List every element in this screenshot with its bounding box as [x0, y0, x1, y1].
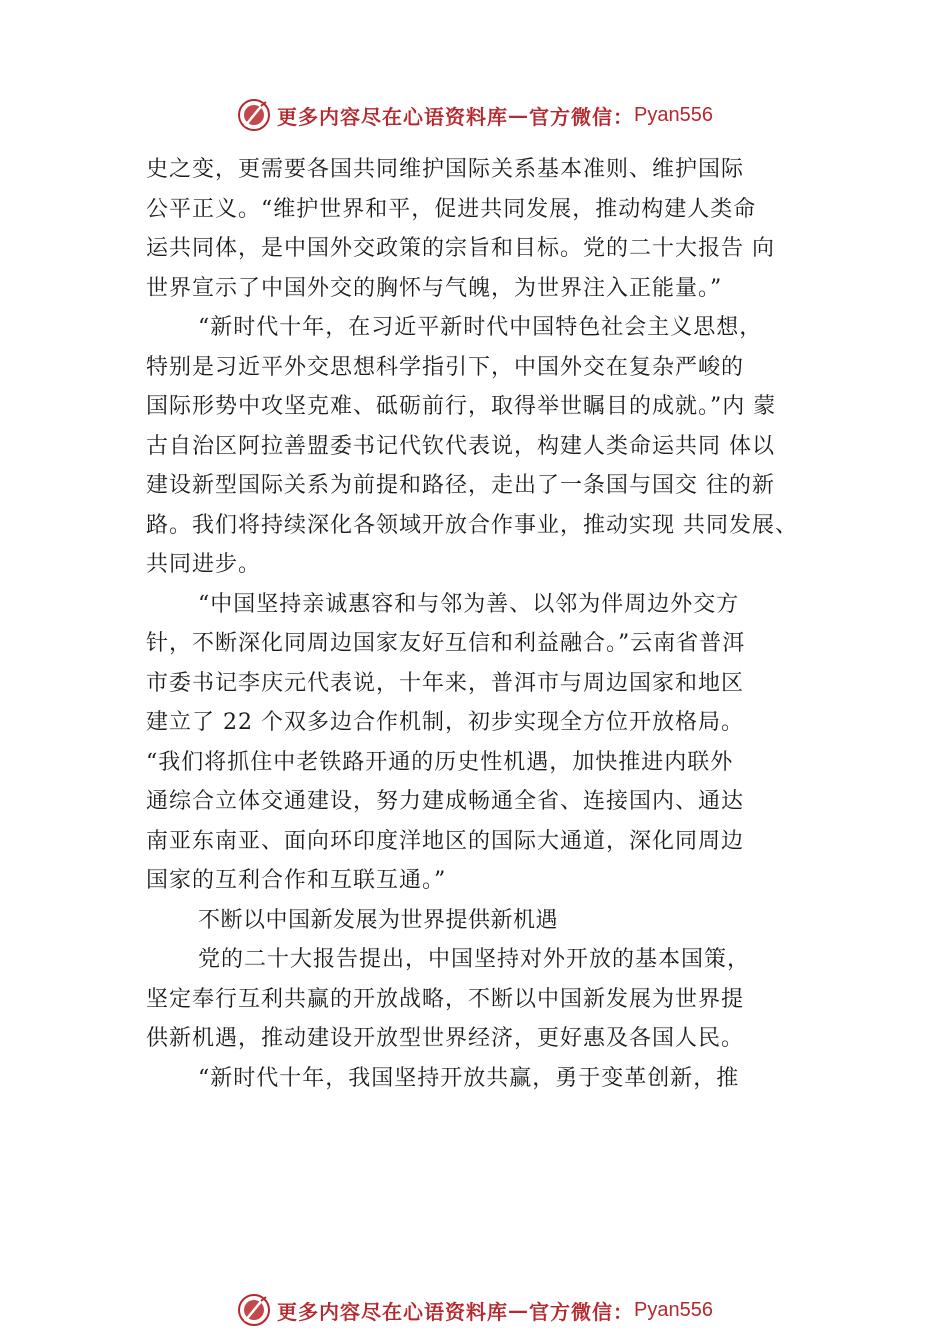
- banner-title: 更多内容尽在心语资料库: [277, 104, 509, 129]
- brush-logo-icon: [237, 1293, 271, 1327]
- body-line: “中国坚持亲诚惠容和与邻为善、以邻为伴周边外交方: [198, 591, 740, 617]
- banner-title: 更多内容尽在心语资料库: [277, 1299, 509, 1324]
- banner-separator: —: [508, 1298, 530, 1322]
- banner-wechat-label: 官方微信：: [529, 104, 635, 129]
- body-line: 古自治区阿拉善盟委书记代钦代表说，构建人类命运共同 体以: [146, 433, 775, 459]
- body-line: 南亚东南亚、面向环印度洋地区的国际大通道，深化同周边: [146, 828, 745, 854]
- body-line: 市委书记李庆元代表说，十年来，普洱市与周边国家和地区: [146, 670, 745, 696]
- body-line: 坚定奉行互利共赢的开放战略，不断以中国新发展为世界提: [146, 986, 745, 1012]
- body-line: 史之变，更需要各国共同维护国际关系基本准则、维护国际: [146, 157, 745, 182]
- body-line: 通综合立体交通建设，努力建成畅通全省、连接国内、通达: [146, 789, 745, 814]
- body-line: 特别是习近平外交思想科学指引下，中国外交在复杂严峻的: [146, 354, 745, 380]
- body-line: 运共同体，是中国外交政策的宗旨和目标。党的二十大报告 向: [146, 236, 775, 261]
- body-line: 公平正义。“维护世界和平，促进共同发展，推动构建人类命: [146, 196, 757, 222]
- brush-logo-icon: [237, 98, 271, 132]
- body-line: 国际形势中攻坚克难、砥砺前行，取得举世瞩目的成就。”内 蒙: [146, 394, 777, 419]
- banner-wechat-id: Pyan556: [634, 103, 713, 126]
- body-line: 路。我们将持续深化各领域开放合作事业，推动实现 共同发展、: [146, 512, 798, 538]
- body-line: 针，不断深化同周边国家友好互信和利益融合。”云南省普洱: [146, 631, 746, 656]
- body-line: 世界宣示了中国外交的胸怀与气魄，为世界注入正能量。”: [146, 275, 723, 301]
- header-banner: [0, 95, 950, 135]
- body-line: “我们将抓住中老铁路开通的历史性机遇，加快推进内联外: [146, 749, 734, 775]
- body-line: “新时代十年，在习近平新时代中国特色社会主义思想，: [198, 315, 763, 340]
- banner-wechat-label: 官方微信：: [529, 1299, 635, 1324]
- body-line: 建立了 22 个双多边合作机制，初步实现全方位开放格局。: [146, 710, 744, 735]
- body-line: 建设新型国际关系为前提和路径，走出了一条国与国交 往的新: [146, 473, 775, 498]
- section-heading: 不断以中国新发展为世界提供新机遇: [198, 907, 559, 933]
- body-line: 党的二十大报告提出，中国坚持对外开放的基本国策，: [198, 947, 751, 972]
- document-body: [146, 150, 846, 1098]
- body-line: 共同进步。: [146, 552, 262, 577]
- footer-banner: [0, 1290, 950, 1330]
- body-line: 国家的互利合作和互联互通。”: [146, 868, 447, 893]
- body-line: “新时代十年，我国坚持开放共赢，勇于变革创新，推: [198, 1065, 740, 1091]
- banner-separator: —: [508, 103, 530, 127]
- banner-wechat-id: Pyan556: [634, 1298, 713, 1321]
- body-line: 供新机遇，推动建设开放型世界经济，更好惠及各国人民。: [146, 1026, 745, 1051]
